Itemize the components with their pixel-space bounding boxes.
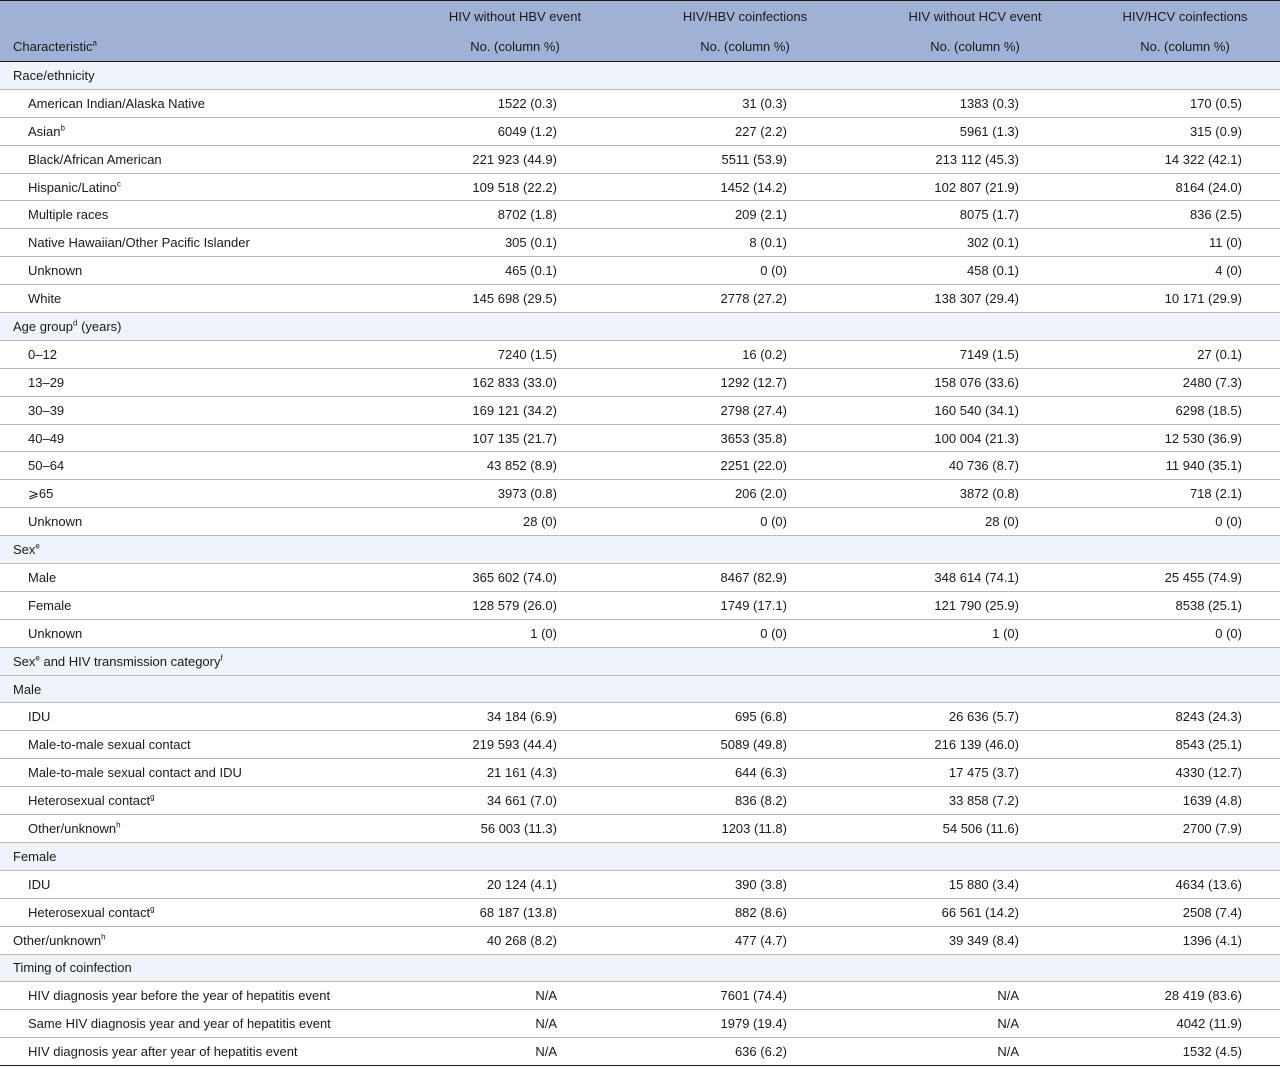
group-label: Race/ethnicity	[0, 62, 1280, 90]
table-row	[0, 201, 1280, 229]
cell-value: 836 (2.5)	[1090, 201, 1280, 229]
cell-value: 2700 (7.9)	[1090, 815, 1280, 843]
col-header-hiv-without-hcv: HIV without HCV event	[860, 1, 1090, 32]
cell-value: 1749 (17.1)	[630, 591, 860, 619]
table-row	[0, 1038, 1280, 1066]
cell-value: 15 880 (3.4)	[860, 870, 1090, 898]
table-row	[0, 870, 1280, 898]
cell-value: 221 923 (44.9)	[400, 145, 630, 173]
cell-value: 0 (0)	[1090, 619, 1280, 647]
cell-value: 6298 (18.5)	[1090, 396, 1280, 424]
table-row	[0, 1010, 1280, 1038]
group-label: Female	[0, 842, 1280, 870]
group-label: Timing of coinfection	[0, 954, 1280, 982]
row-label: Male-to-male sexual contact and IDU	[0, 759, 400, 787]
row-label: Multiple races	[0, 201, 400, 229]
row-label: White	[0, 285, 400, 313]
table-row	[0, 340, 1280, 368]
cell-value: 170 (0.5)	[1090, 89, 1280, 117]
cell-value: 390 (3.8)	[630, 870, 860, 898]
cell-value: 1 (0)	[400, 619, 630, 647]
group-row	[0, 675, 1280, 703]
row-label: Unknown	[0, 257, 400, 285]
subheader-no-pct: No. (column %)	[860, 31, 1090, 62]
cell-value: 26 636 (5.7)	[860, 703, 1090, 731]
table-row	[0, 257, 1280, 285]
cell-value: 40 268 (8.2)	[400, 926, 630, 954]
cell-value: 10 171 (29.9)	[1090, 285, 1280, 313]
cell-value: 216 139 (46.0)	[860, 731, 1090, 759]
subheader-no-pct: No. (column %)	[630, 31, 860, 62]
cell-value: 7240 (1.5)	[400, 340, 630, 368]
cell-value: N/A	[860, 1010, 1090, 1038]
row-label: American Indian/Alaska Native	[0, 89, 400, 117]
cell-value: 4634 (13.6)	[1090, 870, 1280, 898]
cell-value: 2798 (27.4)	[630, 396, 860, 424]
cell-value: 0 (0)	[630, 257, 860, 285]
cell-value: 11 (0)	[1090, 229, 1280, 257]
table-row	[0, 926, 1280, 954]
group-row	[0, 954, 1280, 982]
cell-value: 348 614 (74.1)	[860, 564, 1090, 592]
cell-value: 27 (0.1)	[1090, 340, 1280, 368]
cell-value: N/A	[400, 982, 630, 1010]
cell-value: 34 184 (6.9)	[400, 703, 630, 731]
group-row	[0, 647, 1280, 675]
table-row	[0, 703, 1280, 731]
group-label: Age group$^d$ (years)	[0, 313, 1280, 341]
cell-value: 3973 (0.8)	[400, 480, 630, 508]
table-row	[0, 368, 1280, 396]
cell-value: 43 852 (8.9)	[400, 452, 630, 480]
cell-value: 145 698 (29.5)	[400, 285, 630, 313]
cell-value: 305 (0.1)	[400, 229, 630, 257]
group-row	[0, 62, 1280, 90]
table-row	[0, 117, 1280, 145]
row-label: 50–64	[0, 452, 400, 480]
row-label: HIV diagnosis year after year of hepatitis event	[0, 1038, 400, 1066]
group-row	[0, 842, 1280, 870]
cell-value: 28 419 (83.6)	[1090, 982, 1280, 1010]
header-spacer	[0, 1, 400, 32]
cell-value: 0 (0)	[630, 508, 860, 536]
cell-value: 0 (0)	[1090, 508, 1280, 536]
row-label: Unknown	[0, 508, 400, 536]
cell-value: 1532 (4.5)	[1090, 1038, 1280, 1066]
table-row	[0, 452, 1280, 480]
cell-value: 34 661 (7.0)	[400, 787, 630, 815]
table-row	[0, 508, 1280, 536]
cell-value: 1452 (14.2)	[630, 173, 860, 201]
cell-value: 7149 (1.5)	[860, 340, 1090, 368]
table-row	[0, 285, 1280, 313]
col-header-hiv-hbv: HIV/HBV coinfections	[630, 1, 860, 32]
cell-value: 21 161 (4.3)	[400, 759, 630, 787]
table-header	[0, 1, 1280, 62]
subheader-no-pct: No. (column %)	[400, 31, 630, 62]
row-label: Black/African American	[0, 145, 400, 173]
cell-value: 1383 (0.3)	[860, 89, 1090, 117]
cell-value: 695 (6.8)	[630, 703, 860, 731]
cell-value: 54 506 (11.6)	[860, 815, 1090, 843]
cell-value: 8543 (25.1)	[1090, 731, 1280, 759]
cell-value: 5511 (53.9)	[630, 145, 860, 173]
table-row	[0, 982, 1280, 1010]
cell-value: 302 (0.1)	[860, 229, 1090, 257]
cell-value: 158 076 (33.6)	[860, 368, 1090, 396]
table-row	[0, 759, 1280, 787]
cell-value: 4 (0)	[1090, 257, 1280, 285]
cell-value: 465 (0.1)	[400, 257, 630, 285]
table-row	[0, 564, 1280, 592]
col-header-hiv-hcv: HIV/HCV coinfections	[1090, 1, 1280, 32]
cell-value: 718 (2.1)	[1090, 480, 1280, 508]
cell-value: 8702 (1.8)	[400, 201, 630, 229]
cell-value: 107 135 (21.7)	[400, 424, 630, 452]
cell-value: N/A	[400, 1038, 630, 1066]
cell-value: 0 (0)	[630, 619, 860, 647]
row-label: Unknown	[0, 619, 400, 647]
cell-value: 11 940 (35.1)	[1090, 452, 1280, 480]
row-label: Asian$^b$	[0, 117, 400, 145]
cell-value: 206 (2.0)	[630, 480, 860, 508]
cell-value: 1979 (19.4)	[630, 1010, 860, 1038]
row-label: Heterosexual contact$^g$	[0, 787, 400, 815]
cell-value: 12 530 (36.9)	[1090, 424, 1280, 452]
cell-value: 31 (0.3)	[630, 89, 860, 117]
cell-value: 17 475 (3.7)	[860, 759, 1090, 787]
cell-value: 6049 (1.2)	[400, 117, 630, 145]
cell-value: 8075 (1.7)	[860, 201, 1090, 229]
cell-value: 8 (0.1)	[630, 229, 860, 257]
cell-value: 1396 (4.1)	[1090, 926, 1280, 954]
cell-value: 16 (0.2)	[630, 340, 860, 368]
table-row	[0, 424, 1280, 452]
cell-value: 3872 (0.8)	[860, 480, 1090, 508]
table-row	[0, 815, 1280, 843]
cell-value: 1292 (12.7)	[630, 368, 860, 396]
cell-value: 227 (2.2)	[630, 117, 860, 145]
cell-value: 2251 (22.0)	[630, 452, 860, 480]
cell-value: N/A	[860, 1038, 1090, 1066]
cell-value: 20 124 (4.1)	[400, 870, 630, 898]
cell-value: 213 112 (45.3)	[860, 145, 1090, 173]
group-label: Sex$^e$ and HIV transmission category$^f$	[0, 647, 1280, 675]
table-row	[0, 480, 1280, 508]
cell-value: 28 (0)	[400, 508, 630, 536]
row-label: HIV diagnosis year before the year of hepatitis event	[0, 982, 400, 1010]
row-label: Male-to-male sexual contact	[0, 731, 400, 759]
row-label: IDU	[0, 703, 400, 731]
row-label: 30–39	[0, 396, 400, 424]
cell-value: 1522 (0.3)	[400, 89, 630, 117]
row-label: Other/unknown$^h$	[0, 926, 400, 954]
col-header-hiv-without-hbv: HIV without HBV event	[400, 1, 630, 32]
cell-value: 28 (0)	[860, 508, 1090, 536]
cell-value: 644 (6.3)	[630, 759, 860, 787]
col-header-characteristic: Characteristic$^a$	[0, 31, 400, 62]
table-row	[0, 173, 1280, 201]
subheader-no-pct: No. (column %)	[1090, 31, 1280, 62]
cell-value: 8164 (24.0)	[1090, 173, 1280, 201]
cell-value: N/A	[860, 982, 1090, 1010]
cell-value: 2480 (7.3)	[1090, 368, 1280, 396]
cell-value: 8538 (25.1)	[1090, 591, 1280, 619]
table-row	[0, 145, 1280, 173]
cell-value: 636 (6.2)	[630, 1038, 860, 1066]
table-row	[0, 731, 1280, 759]
row-label: Other/unknown$^h$	[0, 815, 400, 843]
cell-value: 477 (4.7)	[630, 926, 860, 954]
cell-value: 7601 (74.4)	[630, 982, 860, 1010]
row-label: Hispanic/Latino$^c$	[0, 173, 400, 201]
cell-value: 56 003 (11.3)	[400, 815, 630, 843]
cell-value: 458 (0.1)	[860, 257, 1090, 285]
row-label: IDU	[0, 870, 400, 898]
cell-value: 8243 (24.3)	[1090, 703, 1280, 731]
cell-value: 68 187 (13.8)	[400, 898, 630, 926]
group-row	[0, 313, 1280, 341]
table-row	[0, 898, 1280, 926]
cell-value: N/A	[400, 1010, 630, 1038]
cell-value: 8467 (82.9)	[630, 564, 860, 592]
row-label: Native Hawaiian/Other Pacific Islander	[0, 229, 400, 257]
cell-value: 315 (0.9)	[1090, 117, 1280, 145]
cell-value: 219 593 (44.4)	[400, 731, 630, 759]
cell-value: 1 (0)	[860, 619, 1090, 647]
row-label: 13–29	[0, 368, 400, 396]
group-row	[0, 536, 1280, 564]
cell-value: 109 518 (22.2)	[400, 173, 630, 201]
group-label: Sex$^e$	[0, 536, 1280, 564]
row-label: 40–49	[0, 424, 400, 452]
cell-value: 39 349 (8.4)	[860, 926, 1090, 954]
cell-value: 4330 (12.7)	[1090, 759, 1280, 787]
cell-value: 33 858 (7.2)	[860, 787, 1090, 815]
cell-value: 169 121 (34.2)	[400, 396, 630, 424]
cell-value: 4042 (11.9)	[1090, 1010, 1280, 1038]
table-row	[0, 787, 1280, 815]
row-label: Same HIV diagnosis year and year of hepatitis event	[0, 1010, 400, 1038]
row-label: Male	[0, 564, 400, 592]
cell-value: 365 602 (74.0)	[400, 564, 630, 592]
table-row	[0, 591, 1280, 619]
cell-value: 40 736 (8.7)	[860, 452, 1090, 480]
table-body	[0, 62, 1280, 1066]
table-row	[0, 396, 1280, 424]
cell-value: 14 322 (42.1)	[1090, 145, 1280, 173]
cell-value: 138 307 (29.4)	[860, 285, 1090, 313]
cell-value: 5089 (49.8)	[630, 731, 860, 759]
table-row	[0, 89, 1280, 117]
cell-value: 1203 (11.8)	[630, 815, 860, 843]
cell-value: 2778 (27.2)	[630, 285, 860, 313]
cell-value: 2508 (7.4)	[1090, 898, 1280, 926]
cell-value: 128 579 (26.0)	[400, 591, 630, 619]
cell-value: 121 790 (25.9)	[860, 591, 1090, 619]
row-label: ⩾65	[0, 480, 400, 508]
cell-value: 66 561 (14.2)	[860, 898, 1090, 926]
group-label: Male	[0, 675, 1280, 703]
cell-value: 100 004 (21.3)	[860, 424, 1090, 452]
table-row	[0, 619, 1280, 647]
row-label: 0–12	[0, 340, 400, 368]
cell-value: 209 (2.1)	[630, 201, 860, 229]
cell-value: 882 (8.6)	[630, 898, 860, 926]
cell-value: 5961 (1.3)	[860, 117, 1090, 145]
cell-value: 1639 (4.8)	[1090, 787, 1280, 815]
cell-value: 25 455 (74.9)	[1090, 564, 1280, 592]
row-label: Heterosexual contact$^g$	[0, 898, 400, 926]
table-row	[0, 229, 1280, 257]
cell-value: 160 540 (34.1)	[860, 396, 1090, 424]
row-label: Female	[0, 591, 400, 619]
cell-value: 162 833 (33.0)	[400, 368, 630, 396]
cell-value: 836 (8.2)	[630, 787, 860, 815]
cell-value: 3653 (35.8)	[630, 424, 860, 452]
cell-value: 102 807 (21.9)	[860, 173, 1090, 201]
